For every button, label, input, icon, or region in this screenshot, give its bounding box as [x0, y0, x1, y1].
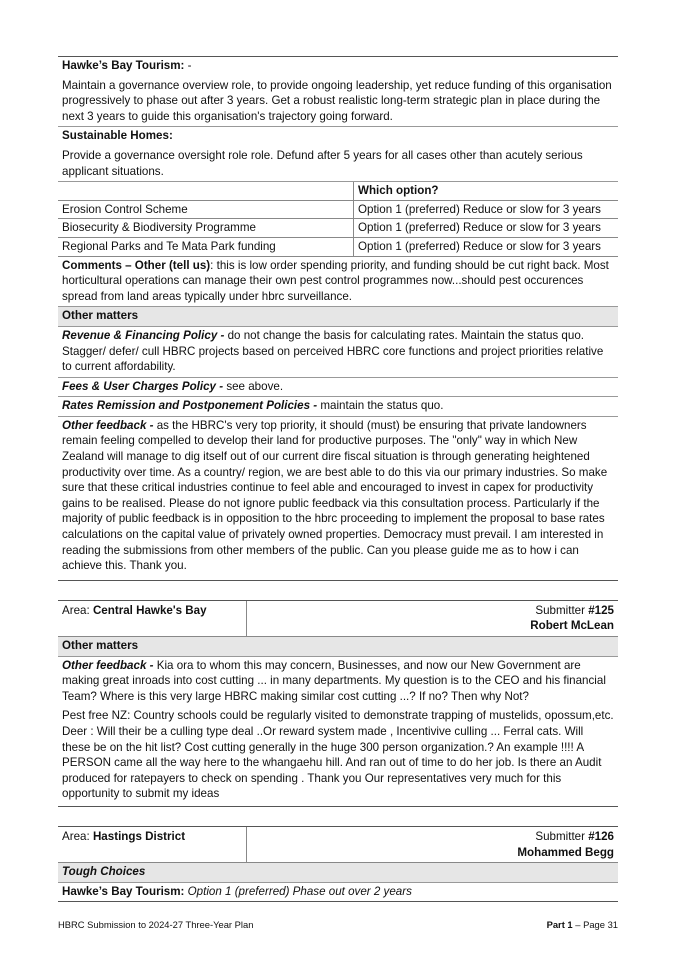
other-matters-heading: Other matters	[58, 637, 618, 657]
page-footer	[58, 917, 618, 933]
table-row: Regional Parks and Te Mata Park funding Option 1 (preferred) Reduce or slow for 3 years	[58, 237, 618, 256]
options-table	[58, 182, 618, 256]
submission-header: Area: Central Hawke's Bay Submitter #125 Robert McLean	[58, 600, 618, 637]
hbt-label: Hawke’s Bay Tourism:	[62, 59, 185, 72]
submission-header: Area: Hastings District Submitter #126 Mohammed Begg	[58, 826, 618, 863]
submitter-name: Mohammed Begg	[517, 845, 614, 859]
pest-free-text: Pest free NZ: Country schools could be regularly visited to demonstrate trapping of mustelids, opossum,etc. Deer : Will their be a culling type deal ..Or reward system made , Incentivive culling ... Ferral cats. Will these be on the hit list? Cost cutting generally in the huge 300 person organization.? An example !!!! A PERSON came all the way here to the whangaehu hill. And ran out of time to do her job. Is there an Audit produced for ratepayers to check on spending . Thank you Our representatives very much for this opportunity to submit my ideas	[62, 709, 614, 801]
revenue-policy-section: Revenue & Financing Policy - do not change the basis for calculating rates. Maintain the status quo. Stagger/ defer/ cull HBRC projects based on perceived HBRC core functions and project priorities relative to current affordability.	[58, 327, 618, 378]
comments-label: Comments – Other (tell us)	[62, 258, 211, 272]
submission-block-125	[58, 600, 618, 807]
area-name: Central Hawke's Bay	[92, 603, 207, 617]
hbt-section: Hawke’s Bay Tourism: - Maintain a governance overview role, to provide ongoing leadership, yet reduce funding of this organisation progressively to phase out after 3 years. Get a robust realistic long-term strategic plan in place during the next 3 years to guide this organisation's trajectory going forward.	[58, 56, 618, 127]
fees-policy-section: Fees & User Charges Policy - see above.	[58, 378, 618, 398]
hbt-choice-section: Hawke’s Bay Tourism: Option 1 (preferred) Phase out over 2 years	[58, 883, 618, 903]
sh-label: Sustainable Homes:	[62, 129, 173, 143]
submission-block-126	[58, 826, 618, 902]
footer-title: HBRC Submission to 2024-27 Three-Year Plan	[58, 919, 254, 930]
sustainable-homes-section	[58, 127, 618, 182]
other-feedback-section: Other feedback - as the HBRC's very top priority, it should (must) be ensuring that private landowners remain feeling compelled to develop their land for productive purposes. The "only" way in which New Zealand will manage to dig itself out of our current dire fiscal situation is through generating heightened productivity over time. As a country/ region, we are best able to do this via our primary industries. So make sure that these critical industries continue to feel able and encouraged to invest in capex for productivity gains to be realised. Please do not ignore public feedback via this consultation process. Particularly if the majority of public feedback is in opposition to the hbrc proceeding to implement the proposal to base rates calculations on the capital value of privately owned properties. Democracy must prevail. I am interested in reading the submissions from other members of the public. Can you please guide me as to how i can achieve this. Thank you.	[58, 417, 618, 581]
options-header: Which option?	[358, 184, 439, 198]
tough-choices-heading: Tough Choices	[58, 863, 618, 883]
sh-text: Provide a governance oversight role role. Defund after 5 years for all cases other than acutely serious applicant situations.	[62, 148, 583, 178]
footer-page-number: Part 1 – Page 31	[546, 919, 618, 930]
rates-policy-section: Rates Remission and Postponement Policies - maintain the status quo.	[58, 397, 618, 417]
submitter-number: #126	[588, 829, 614, 843]
other-matters-heading: Other matters	[58, 307, 618, 327]
submission-page	[58, 56, 618, 902]
comments-section: Comments – Other (tell us): this is low order spending priority, and funding should be cut right back. Most horticultural operations can manage their own pest control programmes now...should pest occurences spread from land areas typically under hbrc surveillance.	[58, 257, 618, 308]
table-row: Biosecurity & Biodiversity Programme Option 1 (preferred) Reduce or slow for 3 years	[58, 219, 618, 238]
hbt-text: Maintain a governance overview role, to provide ongoing leadership, yet reduce funding of this organisation progressively to phase out after 3 years. Get a robust realistic long-term strategic plan in place during the next 3 years to guide this organisation's trajectory going forward.	[62, 78, 612, 123]
other-feedback-section: Other feedback - Kia ora to whom this may concern, Businesses, and now our New Government are making great inroads into cost cutting ... in many departments. My question is to the CEO and his financial Team? Where is this very large HBRC making similar cost cutting ...? If no? Then why Not? Pest free NZ: Country schools could be regularly visited to demonstrate trapping of mustelids, opossum,etc. Deer : Will their be a culling type deal ..Or reward system made , Incentivive culling ... Ferral cats. Will these be on the hit list? Cost cutting generally in the huge 300 person organization.? An example !!!! A PERSON came all the way here to the whangaehu hill. And ran out of time to do her job. Is there an Audit produced for ratepayers to check on spending . Thank you Our representatives very much for this opportunity to submit my ideas	[58, 657, 618, 807]
submission-block-previous	[58, 56, 618, 581]
area-name: Hastings District	[92, 829, 186, 843]
submitter-name: Robert McLean	[530, 619, 614, 633]
submitter-number: #125	[588, 603, 614, 617]
table-row: Erosion Control Scheme Option 1 (preferred) Reduce or slow for 3 years	[58, 200, 618, 219]
